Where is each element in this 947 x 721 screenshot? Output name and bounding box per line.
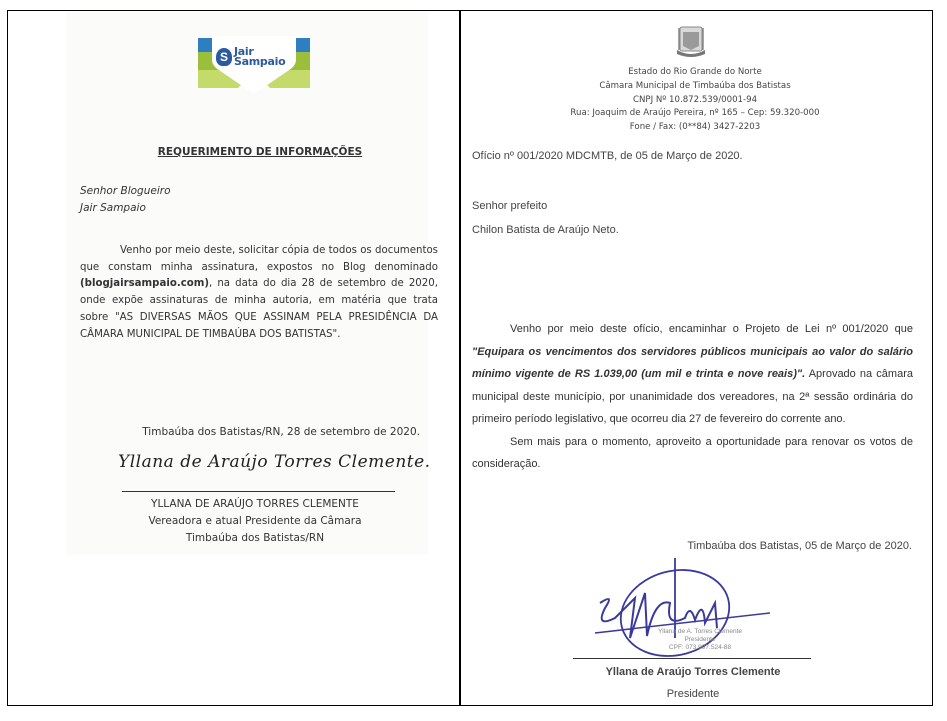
letterhead-line: CNPJ Nº 10.872.539/0001-94 bbox=[632, 94, 758, 105]
salutation-line: Senhor prefeito bbox=[472, 200, 548, 212]
left-place-date: Timbaúba dos Batistas/RN, 28 de setembro de 2020. bbox=[142, 426, 420, 438]
right-place-date: Timbaúba dos Batistas, 05 de Março de 2020. bbox=[687, 540, 912, 552]
left-body-paragraph bbox=[80, 243, 438, 343]
right-body bbox=[472, 318, 913, 476]
body-text: Aprovado na câmara municipal deste município, por unanimidade dos vereadores, na 2ª sessão ordinária do primeiro período legislativo, que ocorreu dia 27 de fevereiro do corrente ano. bbox=[472, 368, 913, 425]
signer-name: YLLANA DE ARAÚJO TORRES CLEMENTE bbox=[151, 498, 359, 510]
letterhead-line: Estado do Rio Grande do Norte bbox=[628, 67, 762, 77]
body-text: , na data do dia 28 de setembro de 2020, onde expõe assinaturas de minha autoria, em matéria que trata sobre "AS DIVERSAS MÃOS QUE ASSINAM PELA PRESIDÊNCIA DA CÂMARA MUNICIPAL DE TIMBAÚBA DOS BATISTAS". bbox=[80, 278, 438, 340]
signer-location: Timbaúba dos Batistas/RN bbox=[185, 532, 325, 544]
jair-sampaio-logo bbox=[198, 30, 310, 94]
body-text: Venho por meio deste ofício, encaminhar o Projeto de Lei nº 001/2020 que bbox=[510, 323, 913, 335]
coat-of-arms-icon bbox=[674, 24, 708, 58]
logo-badge-icon: S bbox=[216, 48, 232, 66]
stamp-line: Yllana de A. Torres Clemente bbox=[657, 628, 743, 635]
signature-line bbox=[122, 491, 395, 492]
stamp-line: CPF: 073.997.524-88 bbox=[668, 644, 732, 651]
signer-role: Presidente bbox=[666, 688, 720, 700]
body-text: Venho por meio deste, solicitar cópia de todos os documentos que constam minha assinatura, expostos no Blog denominado bbox=[80, 245, 438, 273]
blog-name: (blogjairsampaio.com) bbox=[80, 278, 210, 290]
right-body-paragraph-2: Sem mais para o momento, aproveito a oportunidade para renovar os votos de consideração. bbox=[472, 435, 913, 470]
letterhead-line: Rua: Joaquim de Araújo Pereira, nº 165 – Cep: 59.320-000 bbox=[570, 108, 820, 119]
left-signer-block bbox=[130, 496, 380, 547]
stamp-line: Presidente bbox=[684, 636, 716, 643]
right-salutation bbox=[472, 194, 619, 242]
logo-line-1: Jair bbox=[234, 45, 254, 58]
column-divider bbox=[459, 10, 461, 706]
bill-title-quote: "Equipara os vencimentos dos servidores públicos municipais ao valor do salário mínimo vigente de RS 1.039,00 (um mil e trinta e nove reais)". bbox=[472, 345, 913, 380]
signature-stamp bbox=[640, 628, 760, 652]
official-letter-reference: Ofício nº 001/2020 MDCMTB, de 05 de Março de 2020. bbox=[472, 150, 743, 162]
logo-text bbox=[234, 47, 285, 67]
signer-role: Vereadora e atual Presidente da Câmara bbox=[148, 515, 362, 527]
signer-name: Yllana de Araújo Torres Clemente bbox=[605, 666, 781, 678]
left-body bbox=[80, 243, 438, 343]
letterhead-line: Fone / Fax: (0**84) 3427-2203 bbox=[629, 122, 761, 133]
right-letterhead bbox=[545, 66, 845, 135]
request-title-text: REQUERIMENTO DE INFORMAÇÕES bbox=[157, 146, 363, 158]
handwritten-signature: Yllana de Araújo Torres Clemente. bbox=[118, 452, 431, 472]
salutation-line: Chilon Batista de Araújo Neto. bbox=[472, 224, 619, 236]
right-body-paragraph-1 bbox=[472, 318, 913, 431]
salutation-line: Jair Sampaio bbox=[80, 202, 146, 214]
letterhead-line: Câmara Municipal de Timbaúba dos Batistas bbox=[599, 80, 791, 91]
request-title bbox=[70, 146, 450, 158]
salutation-line: Senhor Blogueiro bbox=[80, 185, 171, 197]
signature-line bbox=[573, 658, 811, 659]
logo-line-2: Sampaio bbox=[234, 55, 286, 68]
left-salutation bbox=[80, 183, 171, 217]
